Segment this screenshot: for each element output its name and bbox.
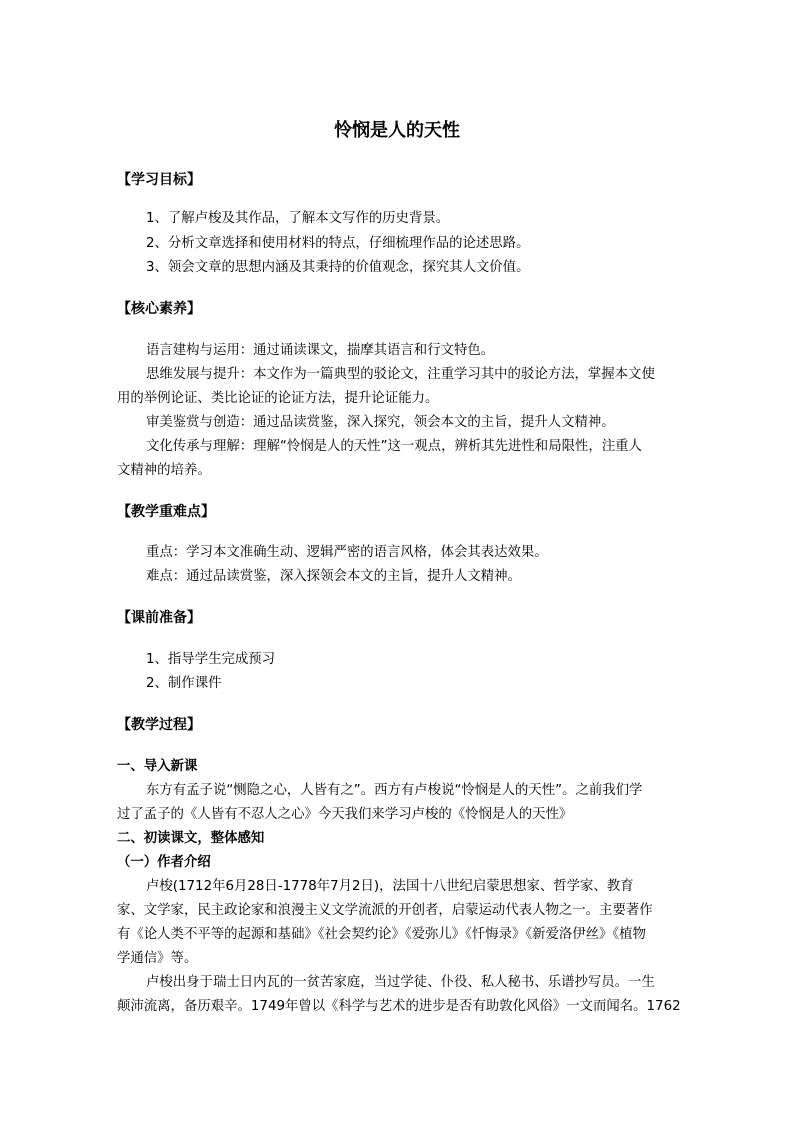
literacy-line: 审美鉴赏与创造：通过品读赏鉴，深入探究，领会本文的主旨，提升人文精神。 xyxy=(146,415,615,430)
heading-literacy: 【核心素养】 xyxy=(117,301,201,317)
objective-item: 2、分析文章选择和使用材料的特点，仔细梳理作品的论述思路。 xyxy=(146,236,530,251)
page-title: 怜悯是人的天性 xyxy=(334,120,460,141)
heading-objectives: 【学习目标】 xyxy=(117,172,201,188)
preparation-item: 1、指导学生完成预习 xyxy=(146,652,276,667)
intro-line: 东方有孟子说“恻隐之心，人皆有之”。西方有卢梭说“怜悯是人的天性”。之前我们学 xyxy=(146,783,643,798)
objective-item: 3、领会文章的思想内涵及其秉持的价值观念，探究其人文价值。 xyxy=(146,260,530,275)
author-line: 有《论人类不平等的起源和基础》《社会契约论》《爱弥儿》《忏悔录》《新爱洛伊丝》《植物 xyxy=(117,927,646,942)
subheading-author: （一）作者介绍 xyxy=(117,855,211,870)
literacy-line: 语言建构与运用：通过诵读课文，揣摩其语言和行文特色。 xyxy=(146,343,495,358)
author-line: 卢梭出身于瑞士日内瓦的一贫苦家庭，当过学徒、仆役、私人秘书、乐谱抄写员。一生 xyxy=(146,975,655,990)
author-line: 颠沛流离，备历艰辛。1749年曾以《科学与艺术的进步是否有助敦化风俗》一文而闻名。1762 xyxy=(117,999,681,1014)
intro-line: 过了孟子的《人皆有不忍人之心》今天我们来学习卢梭的《怜悯是人的天性》 xyxy=(117,807,573,822)
subheading-intro: 一、导入新课 xyxy=(117,759,198,774)
subheading-first-reading: 二、初读课文，整体感知 xyxy=(117,831,265,846)
heading-process: 【教学过程】 xyxy=(117,717,201,733)
literacy-line: 文化传承与理解：理解“怜悯是人的天性”这一观点，辨析其先进性和局限性，注重人 xyxy=(146,439,642,454)
objective-item: 1、了解卢梭及其作品，了解本文写作的历史背景。 xyxy=(146,211,450,226)
heading-preparation: 【课前准备】 xyxy=(117,610,201,626)
preparation-item: 2、制作课件 xyxy=(146,676,222,691)
keypoint-line: 重点：学习本文准确生动、逻辑严密的语言风格，体会其表达效果。 xyxy=(146,545,548,560)
literacy-line: 思维发展与提升：本文作为一篇典型的驳论文，注重学习其中的驳论方法，掌握本文使 xyxy=(146,367,655,382)
heading-keypoints: 【教学重难点】 xyxy=(117,504,215,520)
literacy-line: 用的举例论证、类比论证的论证方法，提升论证能力。 xyxy=(117,391,439,406)
keypoint-line: 难点：通过品读赏鉴，深入探领会本文的主旨，提升人文精神。 xyxy=(146,569,521,584)
author-line: 学通信》等。 xyxy=(117,951,198,966)
literacy-line: 文精神的培养。 xyxy=(117,463,211,478)
author-line: 家、文学家，民主政论家和浪漫主义文学流派的开创者，启蒙运动代表人物之一。主要著作 xyxy=(117,903,653,918)
author-line: 卢梭(1712年6月28日-1778年7月2日)，法国十八世纪启蒙思想家、哲学家、教育 xyxy=(146,879,634,894)
